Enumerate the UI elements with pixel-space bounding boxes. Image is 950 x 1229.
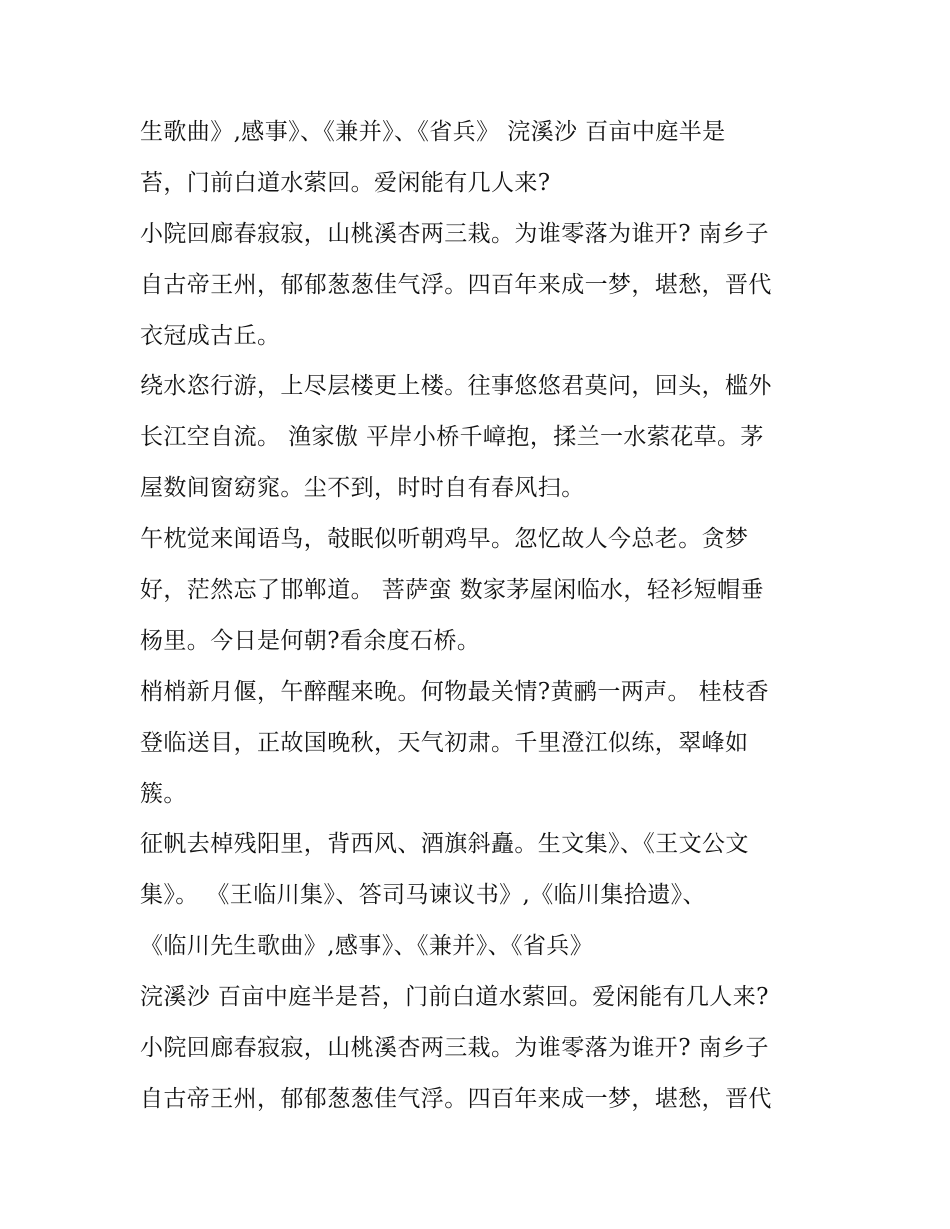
text-line: 衣冠成古丘。: [140, 322, 281, 349]
text-line: 浣溪沙 百亩中庭半是苔，门前白道水萦回。爱闲能有几人来?: [140, 984, 769, 1011]
text-line: 征帆去棹残阳里，背西风、酒旗斜矗。生文集》、《王文公文: [140, 831, 749, 858]
text-line: 苔，门前白道水萦回。爱闲能有几人来?: [140, 169, 551, 196]
body-text: [140, 107, 830, 1125]
text-line: 杨里。今日是何朝?看余度石桥。: [140, 627, 481, 654]
text-line: 集》。 《王临川集》、答司马谏议书》,《临川集拾遗》、: [140, 882, 706, 909]
text-line: 屋数间窗窈窕。尘不到，时时自有春风扫。: [140, 475, 585, 502]
text-line: 绕水恣行游，上尽层楼更上楼。往事悠悠君莫问，回头，槛外: [140, 373, 772, 400]
text-line: 《临川先生歌曲》,感事》、《兼并》、《省兵》: [140, 933, 594, 960]
text-line: 梢梢新月偃，午醉醒来晚。何物最关情?黄鹂一两声。 桂枝香: [140, 678, 769, 705]
text-line: 登临送目，正故国晚秋，天气初肃。千里澄江似练，翠峰如: [140, 729, 749, 756]
text-line: 长江空自流。 渔家傲 平岸小桥千嶂抱，揉兰一水萦花草。茅: [140, 424, 764, 451]
text-line: 小院回廊春寂寂，山桃溪杏两三栽。为谁零落为谁开? 南乡子: [140, 220, 769, 247]
text-line: 自古帝王州，郁郁葱葱佳气浮。四百年来成一梦，堪愁，晋代: [140, 271, 772, 298]
text-line: 小院回廊春寂寂，山桃溪杏两三栽。为谁零落为谁开? 南乡子: [140, 1035, 769, 1062]
text-line: 好，茫然忘了邯郸道。 菩萨蛮 数家茅屋闲临水，轻衫短帽垂: [140, 577, 764, 604]
text-line: 午枕觉来闻语鸟，攲眠似听朝鸡早。忽忆故人今总老。贪梦: [140, 526, 749, 553]
text-line: 簇。: [140, 780, 187, 807]
text-line: 生歌曲》,感事》、《兼并》、《省兵》 浣溪沙 百亩中庭半是: [140, 119, 726, 145]
text-line: 自古帝王州，郁郁葱葱佳气浮。四百年来成一梦，堪愁，晋代: [140, 1085, 772, 1112]
